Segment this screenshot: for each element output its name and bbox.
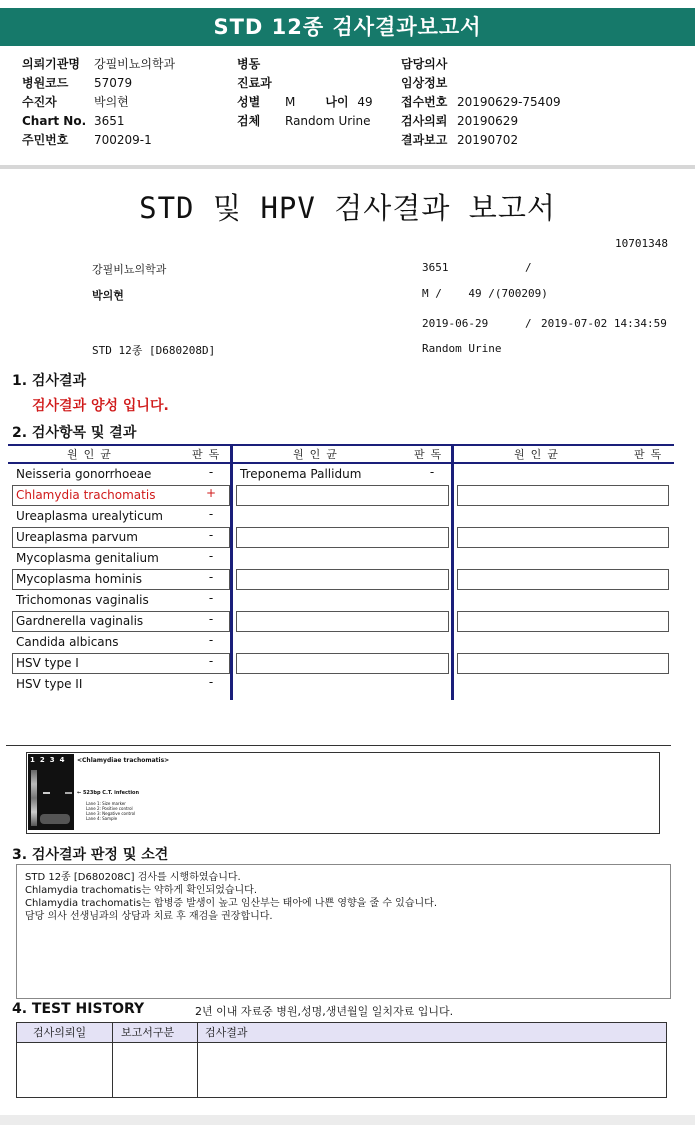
opinion-box: [16, 864, 671, 999]
gel-lane-2: 2: [39, 756, 50, 764]
col-header-result: 판독: [414, 448, 448, 461]
pathogen-result: -: [208, 675, 214, 689]
header-col3: [401, 55, 681, 150]
report-slash: /: [525, 261, 532, 274]
header-value-hospital: 강필비뇨의학과: [94, 57, 176, 71]
pathogen-result: -: [208, 528, 214, 542]
pathogen-name: Mycoplasma hominis: [16, 572, 142, 586]
pathogen-result: -: [429, 465, 435, 479]
report-test-code: STD 12종 [D680208D]: [92, 344, 216, 357]
results-table-divider: [451, 446, 454, 700]
header-label: 병원코드: [22, 76, 69, 90]
header-value-patient: 박의현: [94, 95, 129, 109]
opinion-line: Chlamydia trachomatis는 합병증 발생이 높고 임산부는 태아에 나쁜 영향을 줄 수 있습니다.: [25, 898, 437, 909]
gel-legend-item: Lane 4: Sample: [86, 816, 118, 821]
section1-result: 검사결과 양성 입니다.: [32, 398, 169, 414]
gel-band: [43, 792, 50, 794]
history-col-divider: [112, 1023, 113, 1097]
section3-heading: 3. 검사결과 판정 및 소견: [12, 847, 169, 863]
pathogen-name: Ureaplasma parvum: [16, 530, 138, 544]
row-box: [457, 485, 669, 506]
opinion-line: STD 12종 [D680208C] 검사를 시행하였습니다.: [25, 872, 241, 883]
history-col-header: 검사의뢰일: [33, 1026, 87, 1039]
header-label: 병동: [237, 57, 261, 71]
header-label: 임상정보: [401, 76, 448, 90]
page-bottom-bar: [0, 1115, 695, 1125]
pathogen-name: HSV type II: [16, 677, 83, 691]
report-slash: /: [525, 317, 532, 330]
header-value-request-date: 20190629: [457, 114, 519, 128]
gel-title: <Chlamydiae trachomatis>: [77, 757, 170, 764]
row-box: [457, 611, 669, 632]
header-label: 나이: [325, 95, 349, 109]
pathogen-result: -: [208, 633, 214, 647]
report-sex-age: M / 49 /(700209): [422, 287, 548, 300]
row-box: [236, 527, 449, 548]
history-table: [16, 1022, 667, 1098]
header-col2: [237, 55, 397, 131]
gel-band-label: ← 523bp C.T. infection: [77, 790, 140, 796]
header-label: 검체: [237, 114, 261, 128]
header-label: 접수번호: [401, 95, 448, 109]
row-box: [236, 569, 449, 590]
header-label: Chart No.: [22, 114, 87, 128]
pathogen-result: -: [208, 591, 214, 605]
row-box: [457, 527, 669, 548]
pathogen-name: Treponema Pallidum: [240, 467, 362, 481]
header-value-age: 49: [357, 95, 373, 109]
section-divider: [6, 745, 671, 746]
pathogen-name: Ureaplasma urealyticum: [16, 509, 163, 523]
pathogen-name: HSV type I: [16, 656, 79, 670]
pathogen-result: -: [208, 507, 214, 521]
report-date-reported: 2019-07-02 14:34:59: [541, 317, 667, 330]
header-label: 주민번호: [22, 133, 69, 147]
report-number: 10701348: [615, 237, 668, 250]
report-date-requested: 2019-06-29: [422, 317, 489, 330]
col-header-result: 판독: [192, 448, 226, 461]
row-box: [236, 653, 449, 674]
header-value-receipt: 20190629-75409: [457, 95, 561, 109]
results-table-header-border: [8, 462, 674, 464]
history-col-divider: [197, 1023, 198, 1097]
history-col-header: 보고서구분: [121, 1026, 175, 1039]
header-label: 의뢰기관명: [22, 57, 80, 71]
pathogen-result: -: [208, 612, 214, 626]
header-value-ssn: 700209-1: [94, 133, 152, 147]
history-table-header: [17, 1023, 666, 1043]
header-label: 결과보고: [401, 133, 448, 147]
gel-electrophoresis-image: [28, 754, 74, 830]
section4-heading: 4. TEST HISTORY: [12, 1001, 145, 1017]
section1-heading: 1. 검사결과: [12, 373, 87, 389]
header-value-chart: 3651: [94, 114, 125, 128]
gel-ladder: [31, 770, 37, 826]
gel-legend-item: Lane 1: Size marker: [86, 801, 126, 806]
gel-lane-numbers: [30, 756, 70, 764]
pathogen-name: Gardnerella vaginalis: [16, 614, 144, 628]
gel-lane-1: 1: [30, 756, 40, 764]
report-hospital: 강필비뇨의학과: [92, 263, 167, 276]
row-box: [236, 485, 449, 506]
gel-lane-4: 4: [59, 756, 70, 764]
report-chart: 3651: [422, 261, 449, 274]
col-header-result: 판독: [634, 448, 668, 461]
gel-band: [65, 792, 72, 794]
pathogen-result: -: [208, 549, 214, 563]
pathogen-name-positive: Chlamydia trachomatis: [16, 488, 156, 502]
col-header-pathogen: 원인균: [293, 448, 343, 461]
pathogen-result: -: [208, 654, 214, 668]
row-box: [457, 569, 669, 590]
header-value-specimen: Random Urine: [285, 114, 371, 128]
pathogen-result: -: [208, 465, 214, 479]
results-table-divider: [230, 446, 233, 700]
header-divider: [0, 165, 695, 169]
gel-primer-dimer: [40, 814, 70, 824]
section2-heading: 2. 검사항목 및 결과: [12, 425, 137, 441]
header-value-hospital-code: 57079: [94, 76, 133, 90]
report-banner-title: STD 12종 검사결과보고서: [0, 8, 695, 46]
header-label: 성별: [237, 95, 261, 109]
report-patient: 박의현: [92, 289, 124, 302]
header-label: 담당의사: [401, 57, 448, 71]
opinion-line: Chlamydia trachomatis는 약하게 확인되었습니다.: [25, 885, 258, 896]
report-title: STD 및 HPV 검사결과 보고서: [139, 191, 556, 225]
header-value-sex: M: [285, 95, 296, 109]
history-col-header: 검사결과: [205, 1026, 248, 1039]
row-box: [457, 653, 669, 674]
header-label: 진료과: [237, 76, 272, 90]
header-value-report-date: 20190702: [457, 133, 519, 147]
gel-legend-item: Lane 2: Positive control: [86, 806, 133, 811]
pathogen-name: Trichomonas vaginalis: [16, 593, 149, 607]
report-specimen: Random Urine: [422, 342, 502, 355]
pathogen-name: Neisseria gonorrhoeae: [16, 467, 152, 481]
header-label: 수진자: [22, 95, 57, 109]
history-note: 2년 이내 자료중 병원,성명,생년월일 일치자료 입니다.: [195, 1005, 454, 1018]
gel-legend: [86, 801, 135, 821]
pathogen-result-positive: +: [205, 486, 217, 500]
gel-legend-item: Lane 3: Negative control: [86, 811, 136, 816]
opinion-line: 담당 의사 선생님과의 상담과 치료 후 재검을 권장합니다.: [25, 911, 273, 922]
gel-lane-3: 3: [49, 756, 60, 764]
col-header-pathogen: 원인균: [514, 448, 564, 461]
header-col1: [22, 55, 222, 150]
gel-band-text: 523bp C.T. infection: [82, 790, 140, 796]
row-box: [236, 611, 449, 632]
header-label: 검사의뢰: [401, 114, 448, 128]
pathogen-result: -: [208, 570, 214, 584]
col-header-pathogen: 원인균: [67, 448, 117, 461]
pathogen-name: Candida albicans: [16, 635, 119, 649]
pathogen-name: Mycoplasma genitalium: [16, 551, 159, 565]
